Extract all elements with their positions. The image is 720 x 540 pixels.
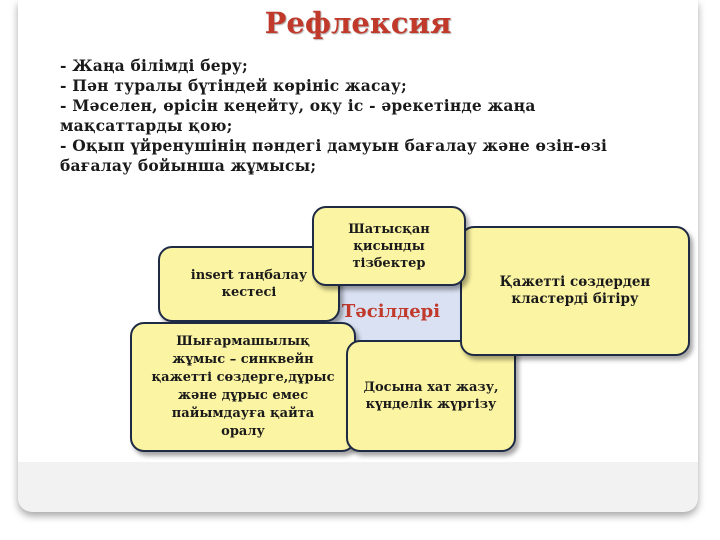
method-text-line: тізбектер xyxy=(352,255,426,271)
method-box-letter xyxy=(346,340,516,452)
method-text-line: Қажетті сөздерден xyxy=(499,274,651,290)
methods-center-label: Тәсілдері xyxy=(341,300,441,322)
bullet-list xyxy=(60,56,700,176)
method-text-line: Шатысқан xyxy=(348,221,430,237)
slide-title: Рефлексия xyxy=(264,6,452,40)
method-text-line: кластерді бітіру xyxy=(511,291,639,307)
bullet-line: - Жаңа білімді беру; xyxy=(60,56,248,75)
method-text-line: кестесі xyxy=(221,285,277,300)
method-text-line: пайымдауға қайта xyxy=(171,406,315,421)
method-box-creative-work xyxy=(130,322,356,452)
method-text-line: insert таңбалау xyxy=(190,268,308,283)
bullet-line: - Мәселен, өрісін кеңейту, оқу іс - әрекетінде жаңа xyxy=(60,96,536,115)
method-text-line: Шығармашылық xyxy=(176,334,310,349)
bullet-line: мақсаттарды қою; xyxy=(60,116,233,135)
method-box-cluster xyxy=(460,226,690,356)
method-box-chain xyxy=(312,206,466,286)
method-text-line: және дұрыс емес xyxy=(177,388,309,403)
bullet-line: - Оқып үйренушінің пәндегі дамуын бағалау және өзін-өзі xyxy=(60,136,608,155)
method-text-line: қисынды xyxy=(353,238,425,254)
bullet-line: бағалау бойынша жұмысы; xyxy=(60,156,317,175)
method-text-line: Досына хат жазу, xyxy=(363,380,499,395)
method-text-line: қажетті сөздерге,дұрыс xyxy=(151,370,335,385)
method-text-line: күнделік жүргізу xyxy=(365,397,497,412)
method-text-line: оралу xyxy=(221,424,265,439)
bullet-line: - Пән туралы бүтіндей көрініс жасау; xyxy=(60,76,407,95)
method-text-line: жұмыс – синквейн xyxy=(172,352,314,367)
